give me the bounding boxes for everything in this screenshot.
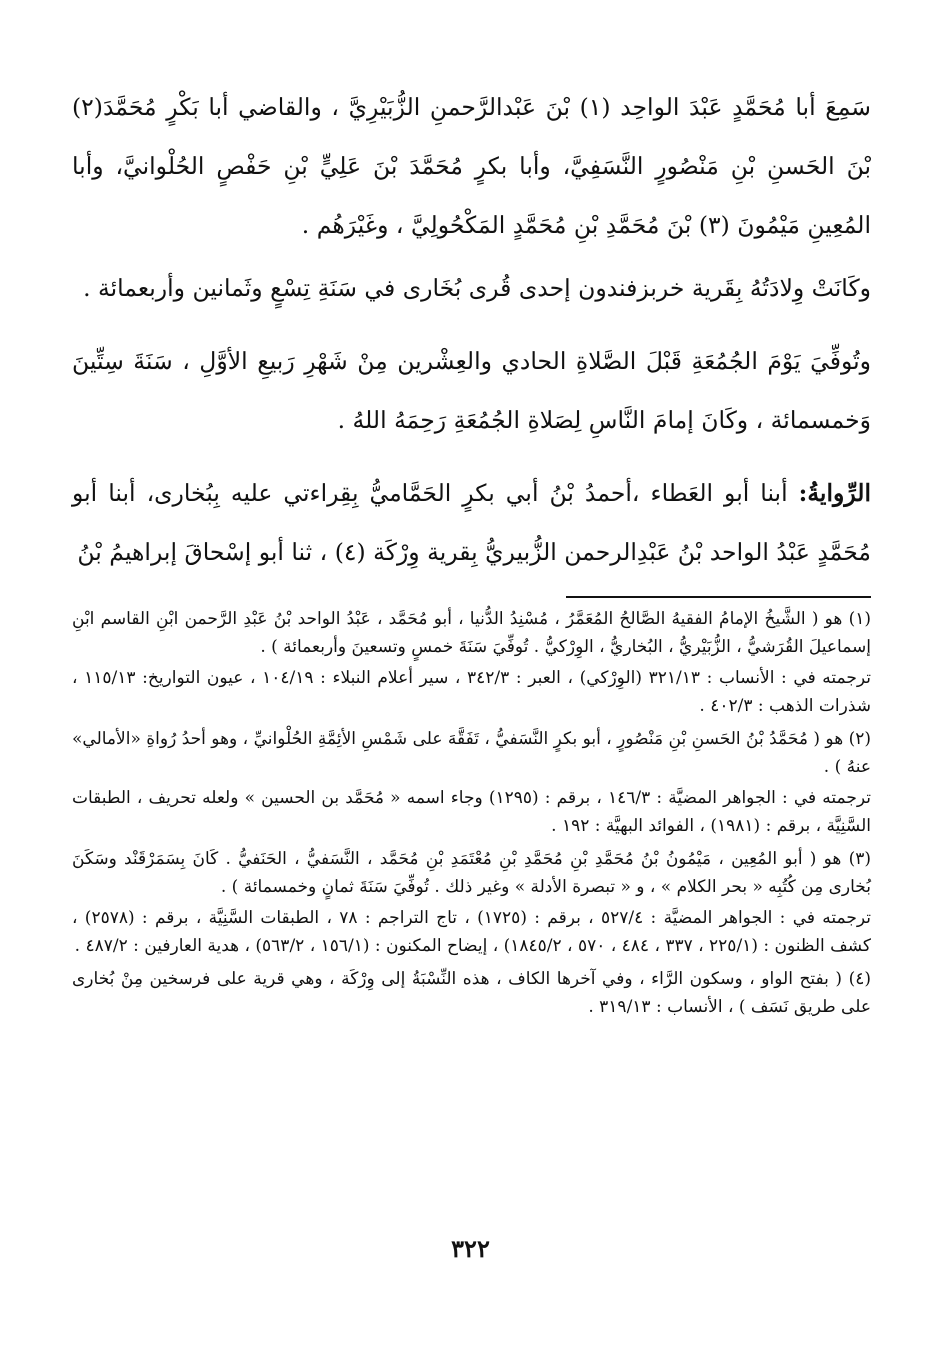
paragraph-riwaya — [72, 464, 871, 582]
footnote-1-sources: ترجمته في : الأنساب : ٣٢١/١٣ (الوِرْكي) ، العبر : ٣٤٢/٣ ، سير أعلام النبلاء : ١٠٤/١٩ ، عيون التواريخ: ١١٥/١٣ ، شذرات الذهب : ٤٠٢/٣ . — [72, 668, 871, 716]
page-number: ٣٢٢ — [451, 1234, 490, 1263]
footnote-2-sources: ترجمته في : الجواهر المضيَّة : ١٤٦/٣ ، برقم : (١٢٩٥) وجاء اسمه « مُحَمَّد بن الحسين » ولعله تحريف ، الطبقات السَّنِيَّة ، برقم : (١٩٨١) ، الفوائد البهيَّة : ١٩٢ . — [72, 788, 871, 836]
footnote-divider — [566, 596, 871, 598]
paragraph-birth: وكَانَتْ وِلادَتُهُ بِقَرية خربزفندون إحدى قُرى بُخَارى في سَنَةِ تِسْعٍ وثَمانين وأربعمائة . — [83, 274, 871, 302]
footnote-3-sources: ترجمته في : الجواهر المضيَّة : ٥٢٧/٤ ، برقم : (١٧٢٥) ، تاج التراجم : ٧٨ ، الطبقات السَّنِيَّة ، برقم : (٢٥٧٨) ، كشف الظنون : (٢٢٥/١ ، ٣٣٧ ، ٤٨٤ ، ٥٧٠ ، ١٨٤٥/٢) ، إيضاح المكنون : (١٥٦/١ ، ٥٦٣/٢) ، هدية العارفين : ٤٨٧/٢ . — [72, 908, 871, 956]
footnote-2: (٢) هو ( مُحَمَّدُ بْنُ الحَسنِ بْنِ مَنْصُورٍ ، أبو بكرٍ النَّسَفيُّ ، تَفَقَّهَ على شَمْسِ الأئِمَّةِ الحُلْوانيِّ ، وهو أحدُ رُواةِ «الأمالي» عنهُ ) . — [72, 729, 871, 777]
riwaya-label: الرِّوايةُ: — [798, 479, 871, 507]
paragraph-teachers: سَمِعَ أبا مُحَمَّدٍ عَبْدَ الواحِد (١) بْنَ عَبْدالرَّحمنِ الزُّبَيْرِيَّ ، والقاضي أبا بَكْرٍ مُحَمَّدَ(٢) بْنَ الحَسنِ بْنِ مَنْصُورٍ النَّسَفِيَّ، وأبا بكرٍ مُحَمَّدَ بْنَ عَلِيٍّ بْنِ حَفْصٍ الحُلْوانيَّ، وأبا المُعِينِ مَيْمُونَ (٣) بْنَ مُحَمَّدِ بْنِ مُحَمَّدٍ المَكْحُولِيَّ ، وغَيْرَهُم . — [72, 93, 871, 239]
footnote-1: (١) هو ( الشَّيخُ الإمامُ الفقيهُ الصَّالحُ المُعَمَّرُ ، مُسْنِدُ الدُّنيا ، أبو مُحَمَّد ، عَبْدُ الواحد بْنُ عَبْدِ الرَّحمن ابْنِ القاسم ابْنِ إسماعيلَ القُرَشيُّ ، الزُّبَيْريُّ ، البُخاريُّ ، الوِرْكيُّ . تُوفِّيَ سَنَةَ خمسٍ وتسعينَ وأربعمائة ) . — [72, 609, 871, 657]
footnote-3: (٣) هو ( أبو المُعِين ، مَيْمُونُ بْنُ مُحَمَّدِ بْنِ مُحَمَّدِ بْنِ مُعْتَمَدِ بْنِ مُحَمَّد ، النَّسَفيُّ ، الحَنَفيُّ . كَانَ بِسَمَرْقَنْد وسَكَنَ بُخارى مِن كُتُبِه « بحر الكلام » ، و « تبصرة الأدلة » وغير ذلك . تُوفِّيَ سَنَةَ ثمانٍ وخمسمائة ) . — [72, 849, 871, 897]
riwaya-text: أبنا أبو العَطاء ،أحمدُ بْنُ أبي بكرٍ الحَمَّاميُّ بِقِراءتي عليه بِبُخارى، أبنا أبو مُحَمَّدٍ عَبْدُ الواحد بْنُ عَبْدِالرحمن الزُّبيريُّ بِقرية وِرْكَة (٤) ، ثنا أبو إسْحاقَ إبراهيمُ بْنُ — [72, 479, 871, 566]
footnote-4: (٤) ( بفتح الواو ، وسكون الرَّاء ، وفي آخرها الكاف ، هذه النِّسْبَةُ إلى وِرْكَة ، وهي قرية على فرسخين مِنْ بُخارى على طريق نَسَف ) ، الأنساب : ٣١٩/١٣ . — [72, 969, 871, 1017]
paragraph-death: وتُوفِّيَ يَوْمَ الجُمُعَةِ قَبْلَ الصَّلاةِ الحادي والعِشْرين مِنْ شَهْرِ رَبيعِ الأوَّلِ ، سَنَةَ سِتِّينَ وَخمسمائة ، وكَانَ إمامَ النَّاسِ لِصَلاةِ الجُمُعَةِ رَحِمَهُ اللهُ . — [72, 347, 871, 434]
main-text — [72, 78, 871, 582]
footnotes — [72, 606, 871, 1021]
